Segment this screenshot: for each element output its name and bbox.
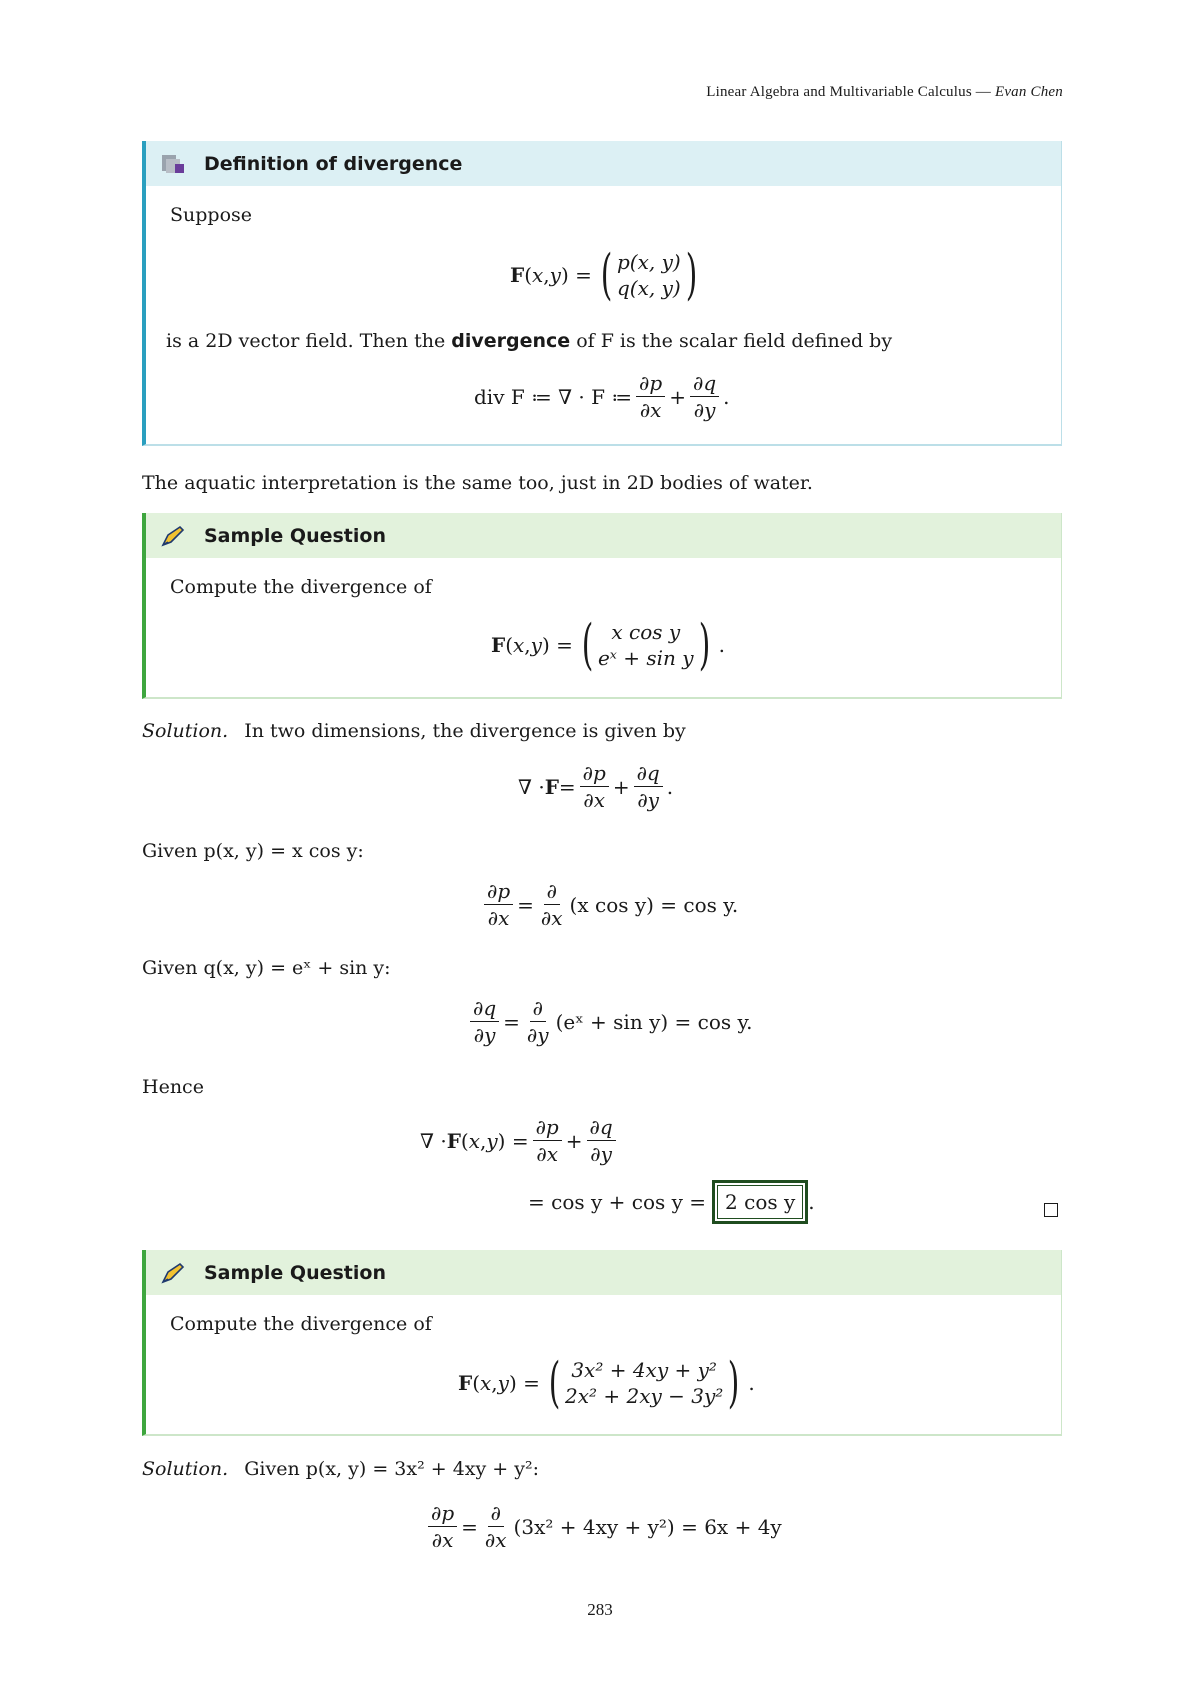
solution2-label: Solution. — [142, 1458, 229, 1480]
question2-field-equation: F ( x , y ) = ( 3x² + 4xy + y² 2x² + 2xy − 3y² ) . — [458, 1351, 755, 1414]
question1-header — [146, 513, 1061, 558]
definition-header — [146, 141, 1061, 186]
question1-p: x cos y — [611, 620, 681, 644]
solution1-given-p: Given p(x, y) = x cos y: — [142, 840, 364, 862]
question1-field-equation: F ( x , y ) = ( x cos y eˣ + sin y ) . — [491, 613, 726, 676]
definition-title: Definition of divergence — [204, 152, 463, 175]
solution1-hence: Hence — [142, 1076, 204, 1098]
question2-header — [146, 1250, 1061, 1295]
definition-statement: is a 2D vector field. Then the divergence of F is the scalar field defined by — [166, 330, 893, 352]
solution1-line2-lhs: = cos y + cos y = — [528, 1190, 707, 1214]
pencil-icon — [160, 1260, 186, 1286]
definition-divergence-formula: div F ≔ ∇ · F ≔ $\frac{\partial p}{\partial x}$ + $\frac{\partial q}{\partial y}$ . — [474, 371, 730, 422]
running-head — [706, 84, 1063, 101]
definition-p: p(x, y) — [616, 250, 681, 274]
solution1-label: Solution. — [142, 720, 229, 742]
question1-title: Sample Question — [204, 524, 386, 547]
solution2-given-p: Given p(x, y) = 3x² + 4xy + y²: — [244, 1458, 539, 1480]
page-number: 283 — [587, 1600, 613, 1619]
solution1-dq-equation: $\frac{\partial q}{\partial y}$ = $\frac{\partial}{\partial y}$ (eˣ + sin y) = cos y. — [466, 997, 753, 1046]
solution1-final-line2: = cos y + cos y = 2 cos y . — [528, 1180, 815, 1224]
question1-prompt: Compute the divergence of — [170, 576, 432, 598]
solution1-lead: Solution. In two dimensions, the divergence is given by — [142, 720, 686, 742]
solution1-dq-result: (eˣ + sin y) = cos y. — [555, 1009, 753, 1034]
definition-term: divergence — [451, 330, 571, 352]
question2-body — [146, 1295, 1061, 1345]
solution1-final-line1: ∇ · F ( x , y ) = $\frac{\partial p}{\partial x}$ + $\frac{\partial q}{\partial y}$ — [420, 1116, 620, 1165]
question2-title: Sample Question — [204, 1261, 386, 1284]
definition-body — [146, 186, 1061, 236]
solution1-given-q: Given q(x, y) = eˣ + sin y: — [142, 957, 391, 979]
definition-q: q(x, y) — [616, 276, 681, 300]
solution2-dp-equation: $\frac{\partial p}{\partial x}$ = $\frac{\partial}{\partial x}$ (3x² + 4xy + y²) = 6x + 4y — [424, 1502, 782, 1551]
question1-q: eˣ + sin y — [597, 646, 694, 670]
solution1-divergence-formula: ∇ · F = $\frac{\partial p}{\partial x}$ + $\frac{\partial q}{\partial y}$ . — [518, 761, 674, 812]
pencil-icon — [160, 523, 186, 549]
running-head-author: Evan Chen — [994, 84, 1063, 100]
solution1-dp-equation: $\frac{\partial p}{\partial x}$ = $\frac{\partial}{\partial x}$ (x cos y) = cos y. — [480, 880, 738, 929]
div-label: div F ≔ ∇ · F ≔ — [474, 384, 633, 409]
running-head-title: Linear Algebra and Multivariable Calculus — — [706, 84, 995, 100]
qed-symbol — [1044, 1203, 1058, 1217]
definition-vector: ( p(x, y) q(x, y) ) — [600, 243, 698, 306]
solution2-dp-result: (3x² + 4xy + y²) = 6x + 4y — [513, 1514, 782, 1539]
question2-prompt: Compute the divergence of — [170, 1313, 432, 1335]
definition-intro: Suppose — [170, 204, 253, 226]
definition-field-equation: F ( x , y ) = ( p(x, y) q(x, y) ) — [510, 248, 706, 302]
solution2-lead — [142, 1458, 539, 1480]
question2-q: 2x² + 2xy − 3y² — [564, 1384, 724, 1408]
solution1-boxed-answer: 2 cos y — [712, 1180, 808, 1224]
solution1-dp-result: (x cos y) = cos y. — [569, 892, 739, 917]
definition-icon — [160, 151, 186, 177]
question1-body — [146, 558, 1061, 608]
question2-p: 3x² + 4xy + y² — [571, 1358, 717, 1382]
aquatic-paragraph: The aquatic interpretation is the same too, just in 2D bodies of water. — [142, 472, 813, 494]
